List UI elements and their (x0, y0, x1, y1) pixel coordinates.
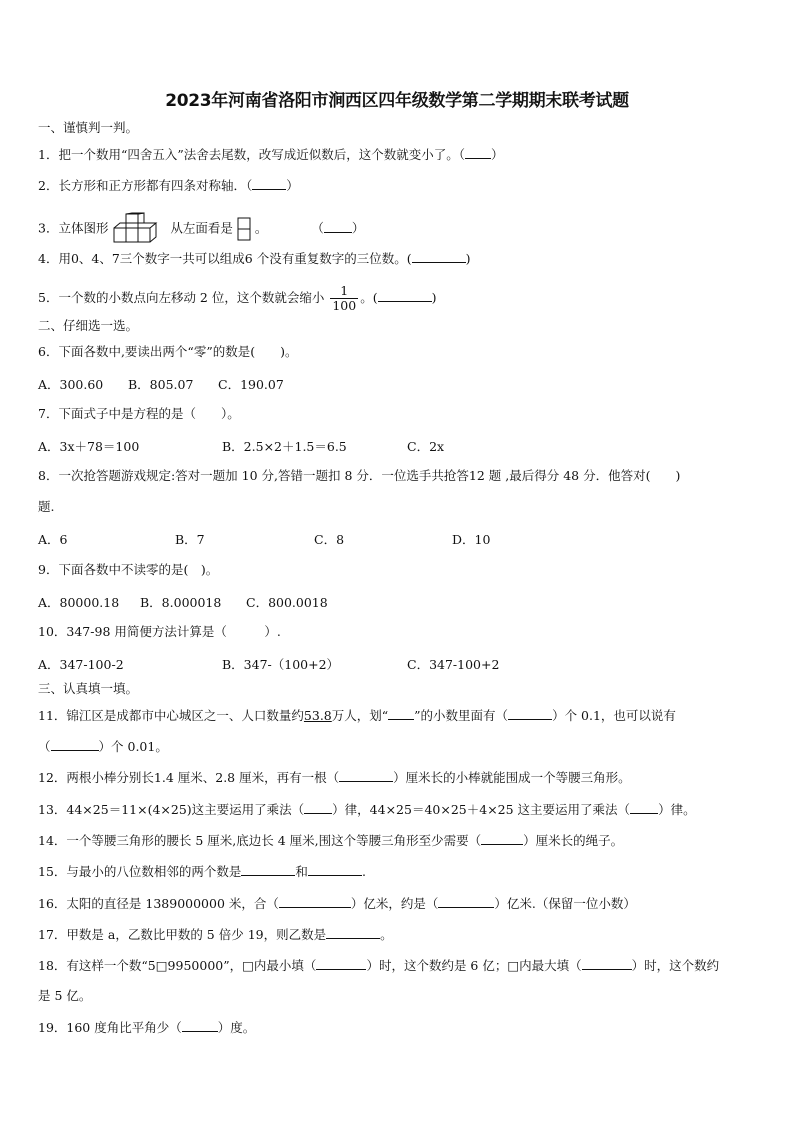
question-16-text-b: ）亿米，约是（ (350, 896, 439, 911)
question-11-text-a: 11．锦江区是成都市中心城区之一、人口数量约 (38, 708, 304, 723)
question-8: 8．一次抢答题游戏规定:答对一题加 10 分,答错一题扣 8 分．一位选手共抢答12 题 ,最后得分 48 分．他答对( ) (38, 468, 681, 483)
question-18-text-c: ）时，这个数约 (631, 958, 720, 973)
answer-blank[interactable] (324, 220, 352, 233)
question-3-text-c: 。 (254, 220, 268, 236)
paren-open: （ (311, 220, 324, 236)
option-a[interactable]: A．6 (38, 532, 68, 547)
question-11-text-b: 万人，划“ (331, 708, 389, 723)
answer-blank[interactable] (582, 957, 632, 970)
answer-blank[interactable] (508, 707, 552, 720)
question-3-text-b: 从左面看是 (170, 220, 233, 236)
question-18 (38, 957, 719, 974)
section-heading-2: 二、仔细选一选。 (38, 318, 139, 333)
question-4 (38, 250, 471, 267)
answer-blank[interactable] (481, 832, 523, 845)
question-11 (38, 707, 676, 724)
option-c[interactable]: C．2x (407, 439, 445, 454)
answer-blank[interactable] (326, 926, 380, 939)
question-3-text-a: 3．立体图形 (38, 220, 109, 236)
paren-close: ） (351, 220, 365, 236)
answer-blank[interactable] (308, 863, 362, 876)
question-13 (38, 801, 696, 818)
fraction-denominator: 100 (332, 298, 357, 313)
question-11-text-d: ）个 0.1，也可以说有 (552, 708, 676, 723)
option-b[interactable]: B．805.07 (128, 377, 194, 392)
question-12-text-b: ）厘米长的小棒就能围成一个等腰三角形。 (393, 770, 631, 785)
answer-blank[interactable] (412, 250, 466, 263)
question-15 (38, 863, 366, 880)
underlined-number: 53.8 (303, 708, 332, 723)
option-b[interactable]: B．7 (175, 532, 205, 547)
option-b[interactable]: B．8.000018 (140, 595, 222, 610)
question-13-text-c: ）律。 (658, 802, 696, 817)
question-13-text-b: ）律，44×25＝40×25＋4×25 这主要运用了乘法（ (332, 802, 631, 817)
question-16-text-c: ）亿米.（保留一位小数） (494, 896, 636, 911)
left-view-icon (237, 217, 251, 241)
question-19-text-a: 19．160 度角比平角少（ (38, 1020, 182, 1035)
paren-close: ） (286, 178, 299, 193)
question-7: 7．下面式子中是方程的是（ ）。 (38, 406, 240, 421)
question-5-text: 5．一个数的小数点向左移动 2 位，这个数就会缩小 (38, 290, 325, 305)
question-19-text-b: ）度。 (217, 1020, 256, 1035)
option-a[interactable]: A．3x＋78＝100 (38, 439, 140, 454)
option-a[interactable]: A．347-100-2 (38, 657, 124, 672)
question-11-text-f: ）个 0.01。 (98, 739, 168, 754)
option-c[interactable]: C．190.07 (218, 377, 284, 392)
question-14-text-a: 14．一个等腰三角形的腰长 5 厘米,底边长 4 厘米,围这个等腰三角形至少需要（ (38, 833, 482, 848)
answer-blank[interactable] (388, 707, 414, 720)
answer-blank[interactable] (182, 1019, 218, 1032)
answer-blank[interactable] (339, 769, 393, 782)
page-title: 2023年河南省洛阳市涧西区四年级数学第二学期期末联考试题 (165, 91, 629, 111)
question-14-text-b: ）厘米长的绳子。 (523, 833, 624, 848)
question-16-text-a: 16．太阳的直径是 1389000000 米，合（ (38, 896, 279, 911)
fraction (330, 284, 358, 313)
answer-blank[interactable] (630, 801, 658, 814)
question-17 (38, 926, 393, 943)
fraction-numerator: 1 (330, 284, 358, 299)
question-1 (38, 146, 504, 163)
section-heading-1: 一、谨慎判一判。 (38, 120, 139, 135)
section-heading-3: 三、认真填一填。 (38, 681, 139, 696)
question-15-text-a: 15．与最小的八位数相邻的两个数是 (38, 864, 242, 879)
question-18-text-b: ）时，这个数约是 6 亿；□内最大填（ (366, 958, 582, 973)
paren-close: ） (491, 147, 504, 162)
question-10: 10．347-98 用简便方法计算是（ ）. (38, 624, 281, 639)
option-a[interactable]: A．80000.18 (38, 595, 120, 610)
question-18-text-a: 18．有这样一个数“5□9950000”，□内最小填（ (38, 958, 317, 973)
option-c[interactable]: C．8 (314, 532, 345, 547)
question-9: 9．下面各数中不读零的是( )。 (38, 562, 219, 577)
question-12 (38, 769, 631, 786)
answer-blank[interactable] (378, 289, 432, 302)
paren-open: （ (38, 739, 51, 754)
question-2-text: 2．长方形和正方形都有四条对称轴．（ (38, 178, 253, 193)
question-13-text-a: 13．44×25＝11×(4×25)这主要运用了乘法（ (38, 802, 305, 817)
answer-blank[interactable] (438, 895, 494, 908)
option-a[interactable]: A．300.60 (38, 377, 104, 392)
answer-blank[interactable] (465, 146, 491, 159)
question-4-text: 4．用0、4、7三个数字一共可以组成6 个没有重复数字的三位数。( (38, 251, 412, 266)
option-c[interactable]: C．347-100+2 (407, 657, 500, 672)
question-1-text: 1．把一个数用“四舍五入”法舍去尾数，改写成近似数后，这个数就变小了。（ (38, 147, 465, 162)
cube-figure-icon (112, 212, 166, 246)
answer-blank[interactable] (279, 895, 351, 908)
question-19 (38, 1019, 255, 1036)
question-12-text-a: 12．两根小棒分别长1.4 厘米、2.8 厘米，再有一根（ (38, 770, 340, 785)
question-15-text-c: . (361, 864, 366, 879)
question-8-continued: 题. (38, 499, 55, 514)
question-2 (38, 177, 299, 194)
option-b[interactable]: B．347-（100+2） (222, 657, 340, 672)
answer-blank[interactable] (51, 738, 99, 751)
question-15-text-b: 和 (295, 864, 308, 879)
question-17-text-b: 。 (380, 927, 393, 942)
answer-blank[interactable] (241, 863, 295, 876)
paren-close: ) (465, 251, 471, 266)
question-16 (38, 895, 636, 912)
question-6: 6．下面各数中,要读出两个“零”的数是( )。 (38, 344, 298, 359)
option-b[interactable]: B．2.5×2＋1.5＝6.5 (222, 439, 347, 454)
question-5-text-b: 。( (360, 290, 378, 305)
question-3 (38, 212, 364, 246)
answer-blank[interactable] (304, 801, 332, 814)
question-17-text-a: 17．甲数是 a，乙数比甲数的 5 倍少 19，则乙数是 (38, 927, 327, 942)
question-11-text-c: ”的小数里面有（ (414, 708, 509, 723)
answer-blank[interactable] (252, 177, 286, 190)
question-14 (38, 832, 623, 849)
option-c[interactable]: C．800.0018 (246, 595, 328, 610)
question-18-continued: 是 5 亿。 (38, 988, 92, 1003)
option-d[interactable]: D．10 (452, 532, 491, 547)
question-5 (38, 280, 436, 316)
answer-blank[interactable] (316, 957, 366, 970)
question-11-continued (38, 738, 168, 755)
paren-close: ) (431, 290, 437, 305)
